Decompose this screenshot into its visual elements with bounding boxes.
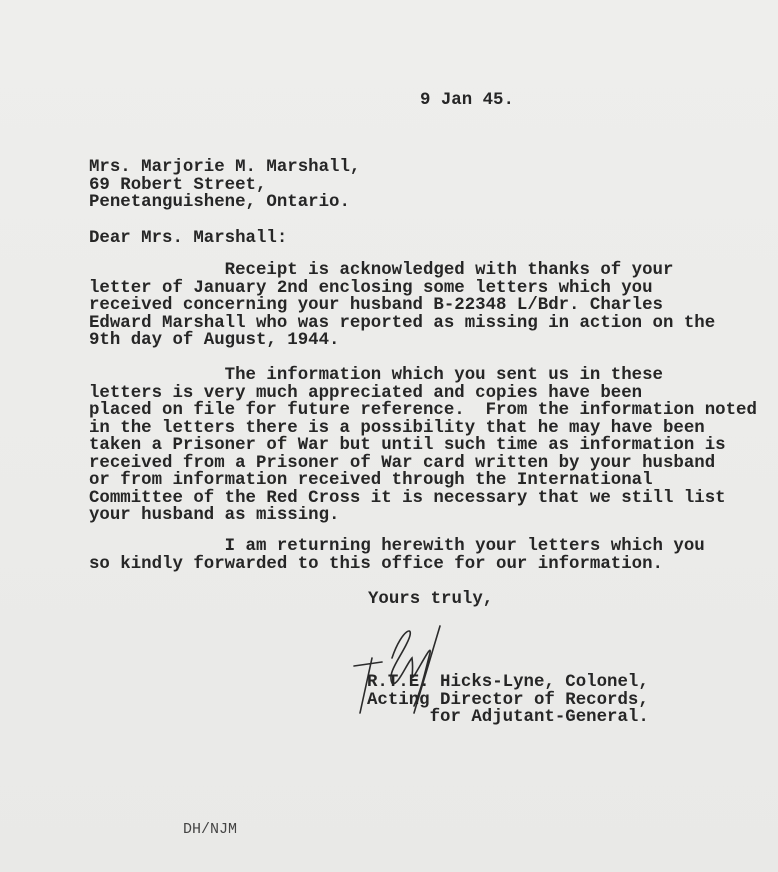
paragraph-2	[89, 367, 757, 525]
address-line: Mrs. Marjorie M. Marshall,	[89, 158, 361, 177]
text-line: received from a Prisoner of War card written by your husband	[89, 453, 716, 473]
text-line: your husband as missing.	[89, 506, 340, 525]
text-line: Committee of the Red Cross it is necessary that we still list	[89, 488, 726, 508]
signatory-role: for Adjutant-General.	[367, 708, 649, 727]
signatory-title: Acting Director of Records,	[367, 690, 649, 710]
text-line: The information which you sent us in these	[89, 366, 663, 385]
text-line: so kindly forwarded to this office for our information.	[89, 554, 663, 574]
reference-initials: DH/NJM	[183, 821, 238, 838]
signature-block	[367, 674, 649, 727]
address-line: Penetanguishene, Ontario.	[89, 193, 350, 212]
text-line: 9th day of August, 1944.	[89, 331, 340, 350]
signatory-name: R.T.E. Hicks-Lyne, Colonel,	[367, 673, 649, 692]
text-line: placed on file for future reference. From the information noted	[89, 401, 757, 420]
paragraph-3	[89, 538, 705, 573]
text-line: received concerning your husband B-22348 L/Bdr. Charles	[89, 296, 663, 315]
address-line: 69 Robert Street,	[89, 175, 267, 195]
text-line: Edward Marshall who was reported as missing in action on the	[89, 313, 716, 333]
text-line: taken a Prisoner of War but until such time as information is	[89, 436, 726, 455]
paragraph-1	[89, 262, 715, 350]
text-line: or from information received through the International	[89, 471, 653, 490]
letter-date: 9 Jan 45.	[420, 91, 514, 110]
text-line: letters is very much appreciated and copies have been	[89, 383, 643, 403]
text-line: I am returning herewith your letters which you	[89, 537, 705, 556]
text-line: Receipt is acknowledged with thanks of your	[89, 261, 674, 280]
text-line: in the letters there is a possibility that he may have been	[89, 418, 705, 438]
text-line: letter of January 2nd enclosing some letters which you	[89, 278, 653, 298]
recipient-address	[89, 159, 360, 212]
closing: Yours truly,	[368, 590, 494, 609]
salutation: Dear Mrs. Marshall:	[89, 229, 288, 248]
